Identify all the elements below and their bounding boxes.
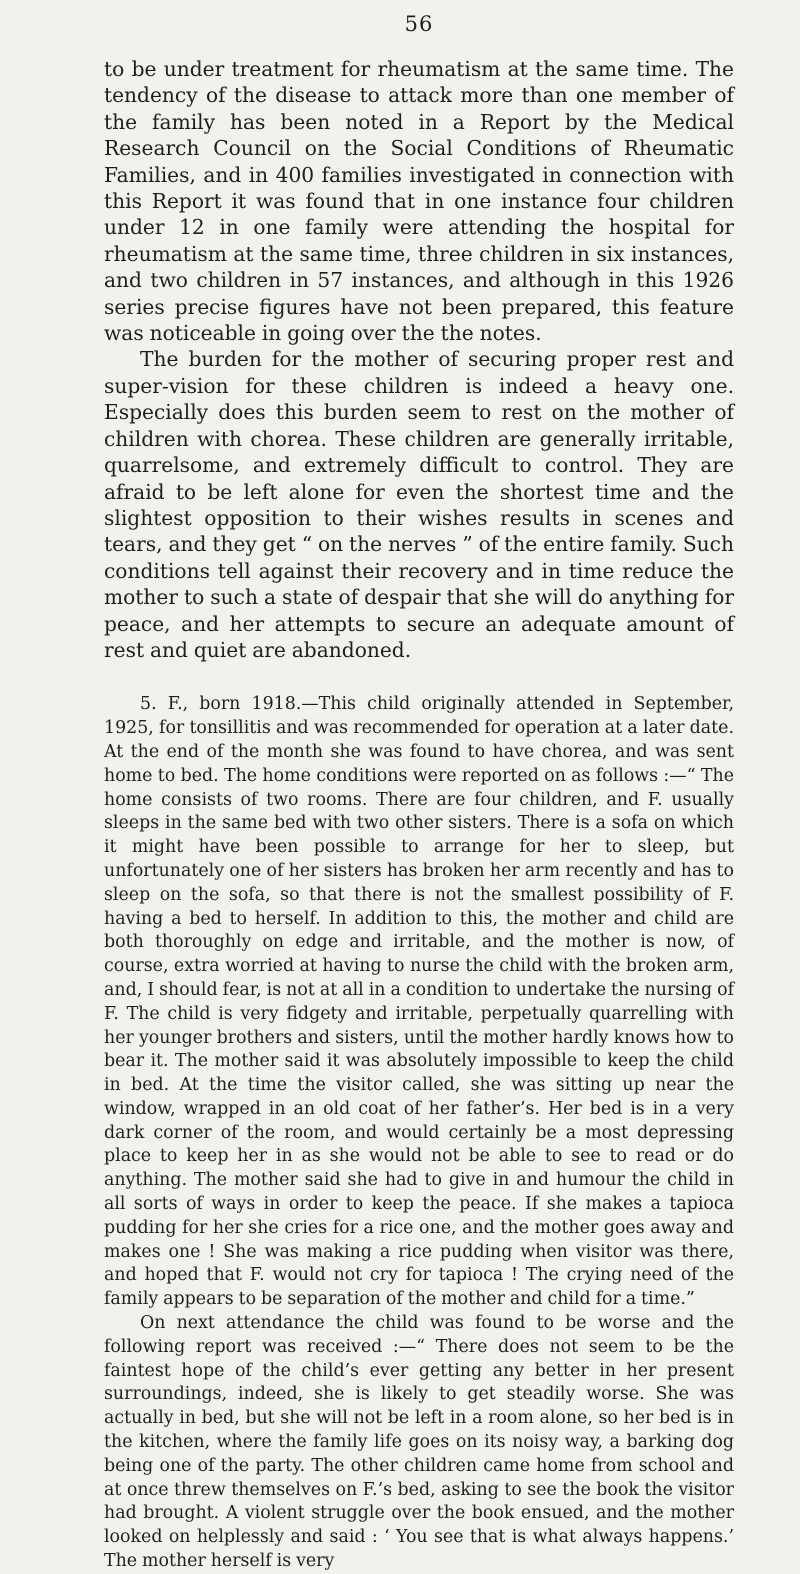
case-report-section	[104, 693, 734, 1573]
discussion-section	[104, 56, 734, 663]
paragraph-next-attendance: On next attendance the child was found to be worse and the following report was received :—“ There does not seem to be the faintest hope of the child’s ever getting any better in her present surroundings, indeed, she is likely to get steadily worse. She was actually in bed, but she will not be left in a room alone, so her bed is in the kitchen, where the family life goes on its noisy way, a barking dog being one of the party. The other children came home from school and at once threw themselves on F.’s bed, asking to see the book the visitor had brought. A violent struggle over the book ensued, and the mother looked on helplessly and said : ‘ You see that is what always happens.’ The mother herself is very	[104, 1313, 734, 1572]
paragraph-case-5: 5. F., born 1918.—This child originally attended in September, 1925, for tonsillitis and was recommended for operation at a later date. At the end of the month she was found to have chorea, and was sent home to bed. The home conditions were reported on as follows :—“ The home consists of two rooms. There are four children, and F. usually sleeps in the same bed with two other sisters. There is a sofa on which it might have been possible to arrange for her to sleep, but unfortunately one of her sisters has broken her arm recently and has to sleep on the sofa, so that there is not the smallest possibility of F. having a bed to herself. In addition to this, the mother and child are both thoroughly on edge and irritable, and the mother is now, of course, extra worried at having to nurse the child with the broken arm, and, I should fear, is not at all in a condition to undertake the nursing of F. The child is very fidgety and irritable, perpetually quarrelling with her younger brothers and sisters, until the mother hardly knows how to bear it. The mother said it was absolutely impossible to keep the child in bed. At the time the visitor called, she was sitting up near the window, wrapped in an old coat of her father’s. Her bed is in a very dark corner of the room, and would certainly be a most depressing place to keep her in as she would not be able to see to read or do anything. The mother said she had to give in and humour the child in all sorts of ways in order to keep the peace. If she makes a tapioca pudding for her she cries for a rice one, and the mother goes away and makes one ! She was making a rice pudding when visitor was there, and hoped that F. would not cry for tapioca ! The crying need of the family appears to be separation of the mother and child for a time.”	[104, 694, 734, 1310]
page-number: 56	[404, 12, 434, 36]
paragraph-burden-of-mother: The burden for the mother of securing proper rest and super-vision for these children is indeed a heavy one. Especially does this burden seem to rest on the mother of children with chorea. These children are generally irritable, quarrelsome, and extremely difficult to control. They are afraid to be left alone for even the shortest time and the slightest opposition to their wishes results in scenes and tears, and they get “ on the nerves ” of the entire family. Such conditions tell against their recovery and in time reduce the mother to such a state of despair that she will do anything for peace, and her attempts to secure an adequate amount of rest and quiet are abandoned.	[104, 347, 734, 662]
paragraph-continuation: to be under treatment for rheumatism at the same time. The tendency of the disease to attack more than one member of the family has been noted in a Report by the Medical Research Council on the Social Conditions of Rheumatic Families, and in 400 families investigated in connection with this Report it was found that in one instance four children under 12 in one family were attending the hospital for rheumatism at the same time, three children in six instances, and two children in 57 instances, and although in this 1926 series precise figures have not been prepared, this feature was noticeable in going over the the notes.	[104, 57, 734, 346]
